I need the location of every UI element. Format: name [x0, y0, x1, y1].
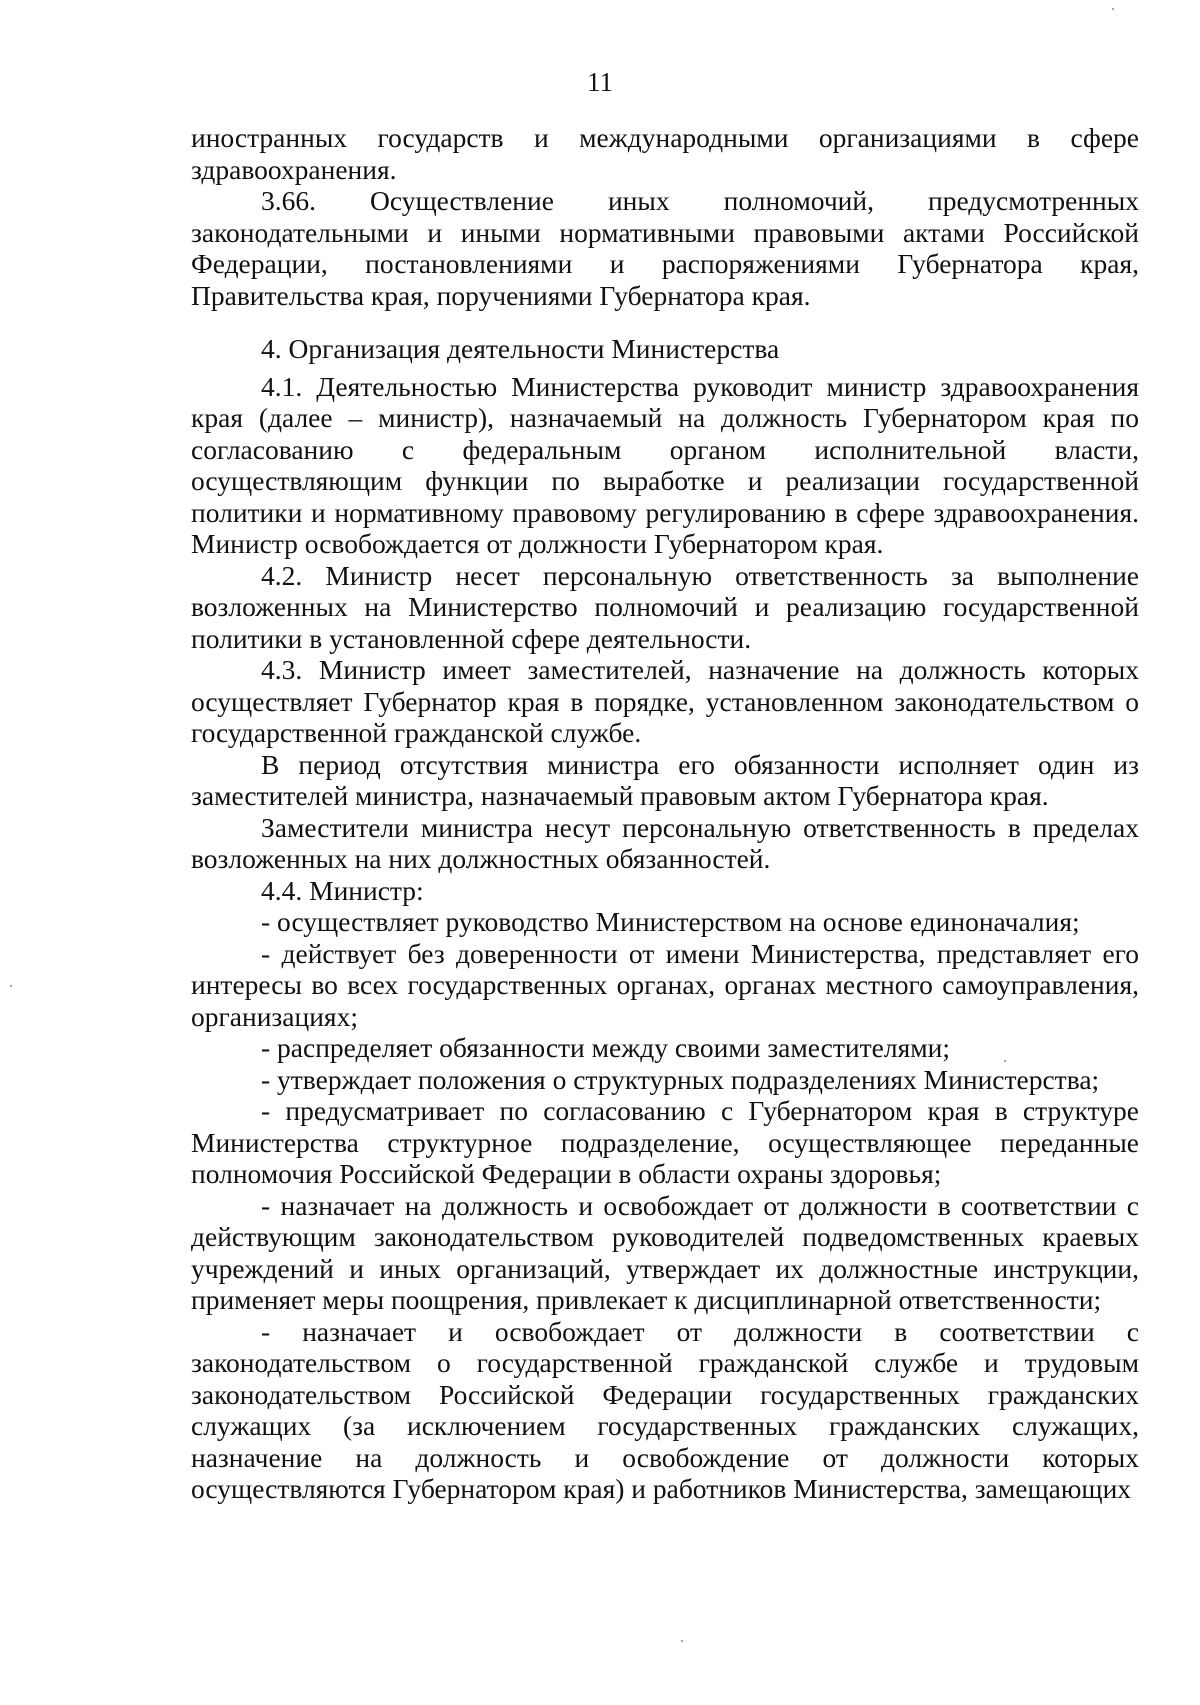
scan-speck — [1004, 1060, 1006, 1062]
scan-speck — [10, 985, 12, 987]
list-item: - утверждает положения о структурных подразделениях Министерства; — [261, 1063, 1100, 1095]
document-body — [191, 122, 1139, 1505]
paragraph-4-1: 4.1. Деятельностью Министерства руководит министр здравоохранения края (далее – министр), назначаемый на должность Губернатором края по согласованию с федеральным органом исполнительной власти, осуществляющим функции по выработке и реализации государственной политики и нормативному правовому регулированию в сфере здравоохранения. Министр освобождается от должности Губернатором края. — [191, 370, 1139, 559]
paragraph-4-4: 4.4. Министр: — [261, 874, 424, 906]
paragraph-4-2: 4.2. Министр несет персональную ответственность за выполнение возложенных на Министерство полномочий и реализацию государственной политики в установленной сфере деятельности. — [191, 559, 1139, 654]
paragraph-3-66: 3.66. Осуществление иных полномочий, предусмотренных законодательными и иными нормативными правовыми актами Российской Федерации, постановлениями и распоряжениями Губернатора края, Правительства края, поручениями Губернатора края. — [191, 185, 1139, 311]
section-heading: 4. Организация деятельности Министерства — [261, 333, 780, 364]
list-item: - действует без доверенности от имени Министерства, представляет его интересы во всех государственных органах, органах местного самоуправления, организациях; — [191, 937, 1139, 1032]
list-item: - распределяет обязанности между своими заместителями; — [261, 1032, 950, 1063]
list-item: - назначает на должность и освобождает от должности в соответствии с действующим законодательством руководителей подведомственных краевых учреждений и иных организаций, утверждает их должностные инструкции, применяет меры поощрения, привлекает к дисциплинарной ответственности; — [191, 1189, 1139, 1315]
page-number: 11 — [587, 67, 613, 97]
paragraph-deputy-absence: В период отсутствия министра его обязанности исполняет один из заместителей министра, назначаемый правовым актом Губернатора края. — [191, 748, 1139, 811]
list-item: - предусматривает по согласованию с Губернатором края в структуре Министерства структурное подразделение, осуществляющее переданные полномочия Российской Федерации в области охраны здоровья; — [191, 1095, 1139, 1189]
paragraph-4-3: 4.3. Министр имеет заместителей, назначение на должность которых осуществляет Губернатор края в порядке, установленном законодательством о государственной гражданской службе. — [191, 654, 1139, 748]
paragraph-deputy-responsibility: Заместители министра несут персональную ответственность в пределах возложенных на них должностных обязанностей. — [191, 811, 1139, 874]
list-item: - назначает и освобождает от должности в соответствии с законодательством о государственной гражданской службе и трудовым законодательством Российской Федерации государственных гражданских служащих (за исключением государственных гражданских служащих, назначение на должность и освобождение от должности которых осуществляются Губернатором края) и работников Министерства, замещающих — [191, 1315, 1139, 1504]
paragraph-continuation: иностранных государств и международными организациями в сфере здравоохранения. — [191, 122, 1139, 185]
scan-speck — [681, 1640, 683, 1642]
list-item: - осуществляет руководство Министерством на основе единоначалия; — [261, 906, 1080, 937]
scan-speck — [1112, 8, 1114, 10]
